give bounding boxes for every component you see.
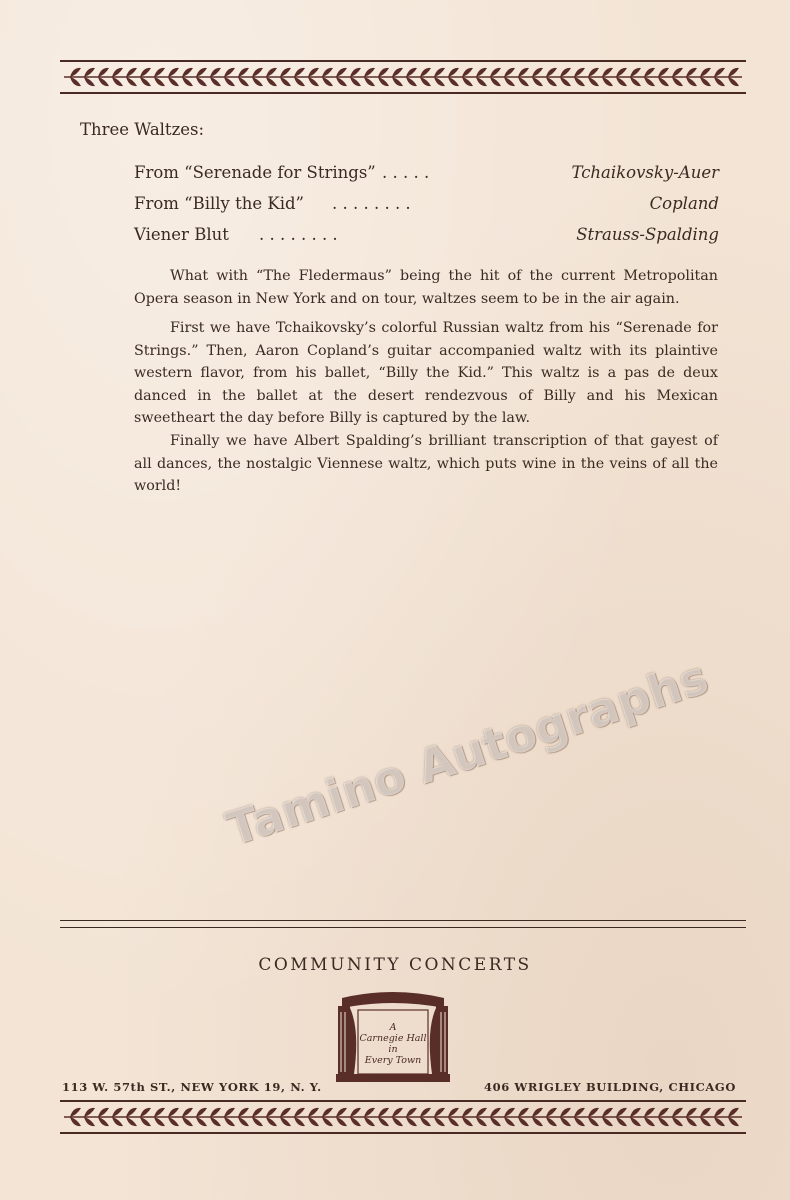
piece-title: Viener Blut xyxy=(134,225,229,244)
piece-composer: Copland xyxy=(649,194,719,213)
paragraph-intro: What with “The Fledermaus” being the hit of the current Metropolitan Opera season in New York and on tour, waltzes seem to be in the air again. xyxy=(134,268,718,307)
piece-list xyxy=(134,160,719,253)
piece-composer: Tchaikovsky-Auer xyxy=(571,163,719,182)
piece-title: From “Billy the Kid” xyxy=(134,194,304,213)
top-ornamental-border xyxy=(60,60,746,94)
organization-name: COMMUNITY CONCERTS xyxy=(258,955,532,975)
watermark: Tamino Autographs xyxy=(220,649,715,857)
logo-line: Carnegie Hall xyxy=(359,1033,427,1044)
paragraph-finale: Finally we have Albert Spalding’s brilliant transcription of that gayest of all dances, the nostalgic Viennese waltz, which puts wine in the veins of all the world! xyxy=(134,433,718,494)
paragraph-program: First we have Tchaikovsky’s colorful Russian waltz from his “Serenade for Strings.” Then, Aaron Copland’s guitar accompanied waltz with its plaintive western flavor, from his ballet, “Billy the Kid.” This waltz is a pas de deux danced in the ballet at the desert rendezvous of Billy and his Mexican sweetheart the day before Billy is captured by the law. xyxy=(134,320,718,426)
piece-composer: Strauss-Spalding xyxy=(576,225,719,244)
logo-line: in xyxy=(388,1044,398,1055)
leader-dots: . . . . . . . . xyxy=(259,225,338,244)
address-new-york: 113 W. 57th ST., NEW YORK 19, N. Y. xyxy=(62,1080,322,1094)
logo-line: Every Town xyxy=(364,1055,422,1066)
piece-row xyxy=(134,160,719,191)
laurel-ornament-icon xyxy=(60,1104,746,1130)
bottom-ornamental-border xyxy=(60,1100,746,1134)
logo-text xyxy=(336,1022,450,1066)
leader-dots: . . . . . . . . xyxy=(332,194,411,213)
laurel-ornament-icon xyxy=(60,64,746,90)
piece-row xyxy=(134,191,719,222)
footer-double-rule xyxy=(60,920,746,928)
logo-line: A xyxy=(389,1022,397,1033)
address-chicago: 406 WRIGLEY BUILDING, CHICAGO xyxy=(484,1080,736,1094)
piece-row xyxy=(134,222,719,253)
leader-dots: . . . . . xyxy=(382,163,430,182)
section-title: Three Waltzes: xyxy=(80,120,205,139)
piece-title: From “Serenade for Strings” xyxy=(134,163,376,182)
